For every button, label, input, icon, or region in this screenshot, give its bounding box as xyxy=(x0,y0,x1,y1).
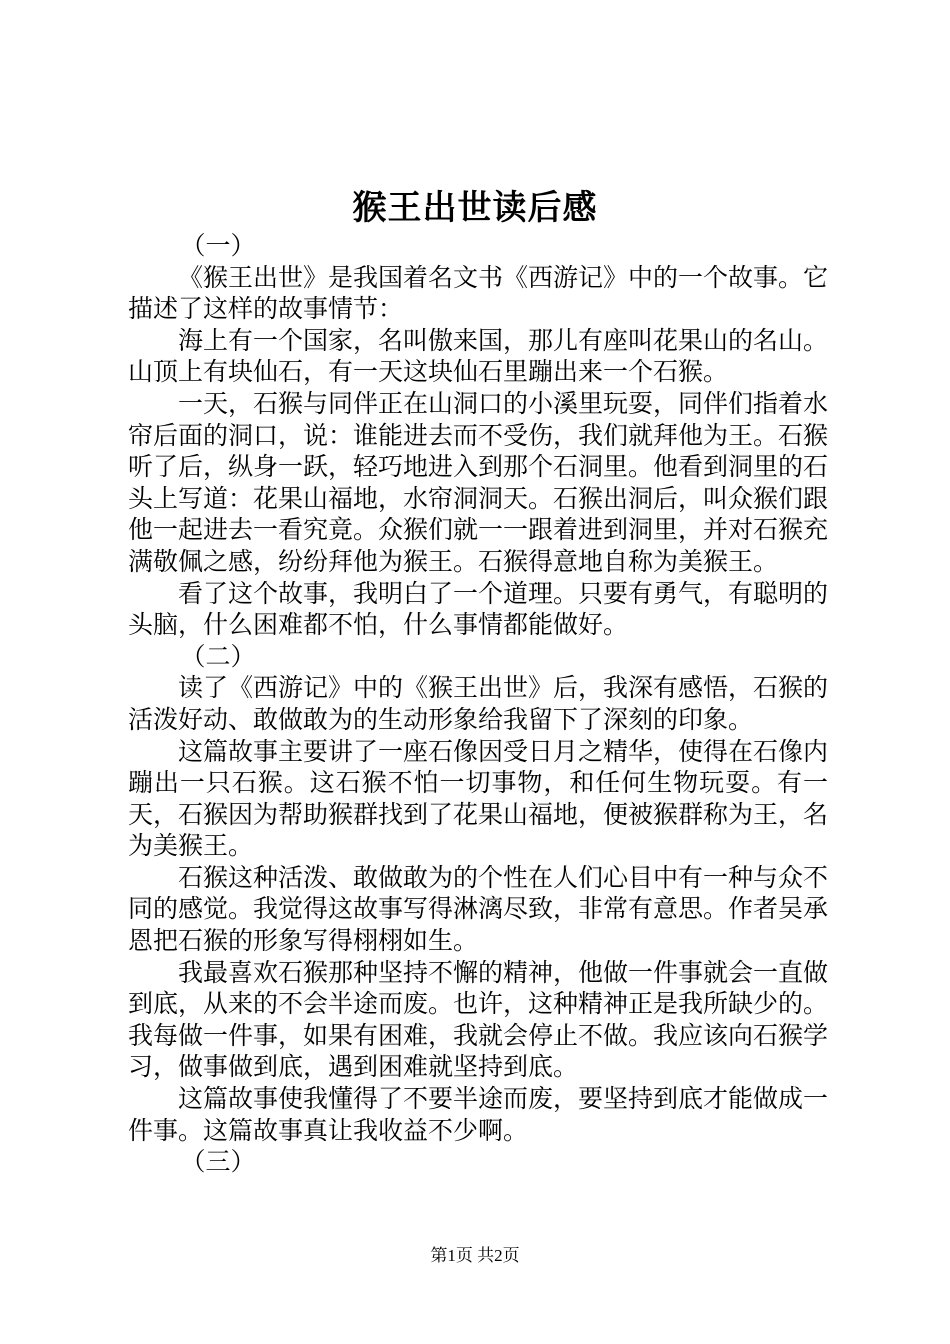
section-heading: （二） xyxy=(180,641,256,671)
section-heading: （一） xyxy=(180,231,256,260)
body-paragraph: 石猴这种活泼、敢做敢为的个性在人们心目中有一种与众不同的感觉。我觉得这故事写得淋漓尽致，非常有意思。作者吴承恩把石猴的形象写得栩栩如生。 xyxy=(128,862,829,956)
document-title: 猴王出世读后感 xyxy=(352,188,598,228)
body-paragraph: 这篇故事使我懂得了不要半途而废，要坚持到底才能做成一件事。这篇故事真让我收益不少啊。 xyxy=(128,1084,829,1145)
body-paragraph: 读了《西游记》中的《猴王出世》后，我深有感悟，石猴的活泼好动、敢做敢为的生动形象给我留下了深刻的印象。 xyxy=(128,673,829,734)
body-paragraph: 《猴王出世》是我国着名文书《西游记》中的一个故事。它描述了这样的故事情节： xyxy=(128,262,829,324)
body-paragraph: 这篇故事主要讲了一座石像因受日月之精华，使得在石像内蹦出一只石猴。这石猴不怕一切事物，和任何生物玩耍。有一天，石猴因为帮助猴群找到了花果山福地，便被猴群称为王，名为美猴王。 xyxy=(128,736,829,861)
document-body xyxy=(128,230,828,1178)
section-heading: （三） xyxy=(180,1147,256,1177)
body-paragraph: 我最喜欢石猴那种坚持不懈的精神，他做一件事就会一直做到底，从来的不会半途而废。也许，这种精神正是我所缺少的。我每做一件事，如果有困难，我就会停止不做。我应该向石猴学习，做事做到底，遇到困难就坚持到底。 xyxy=(128,957,829,1082)
body-paragraph: 海上有一个国家，名叫傲来国，那儿有座叫花果山的名山。山顶上有块仙石，有一天这块仙石里蹦出来一个石猴。 xyxy=(128,325,829,387)
body-paragraph: 一天，石猴与同伴正在山洞口的小溪里玩耍，同伴们指着水帘后面的洞口，说：谁能进去而不受伤，我们就拜他为王。石猴听了后，纵身一跃，轻巧地进入到那个石洞里。他看到洞里的石头上写道：花果山福地，水帘洞洞天。石猴出洞后，叫众猴们跟他一起进去一看究竟。众猴们就一一跟着进到洞里，并对石猴充满敬佩之感，纷纷拜他为猴王。石猴得意地自称为美猴王。 xyxy=(128,388,829,576)
body-paragraph: 看了这个故事，我明白了一个道理。只要有勇气，有聪明的头脑，什么困难都不怕，什么事情都能做好。 xyxy=(128,578,829,640)
page-number-footer: 第1页 共2页 xyxy=(430,1246,520,1265)
